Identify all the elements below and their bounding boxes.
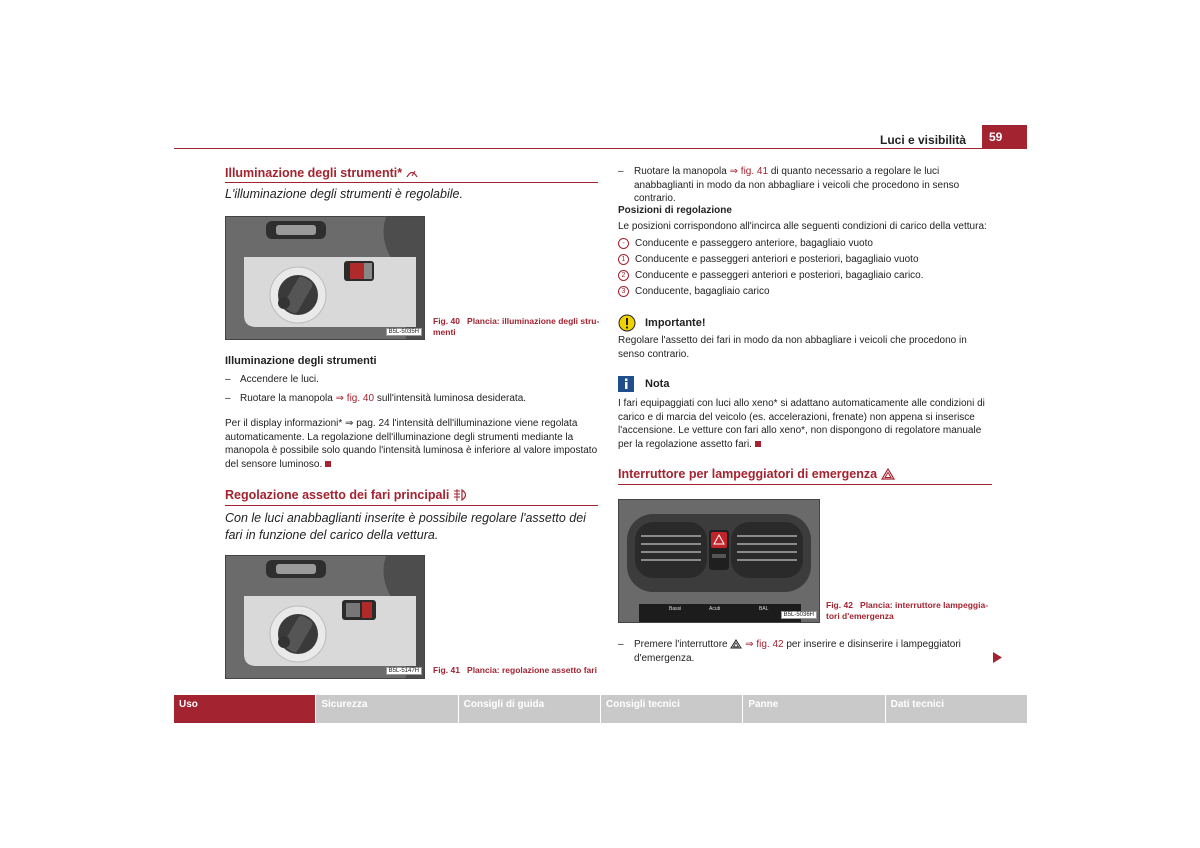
list-item: – Accendere le luci. — [225, 374, 319, 385]
end-mark-icon — [325, 461, 331, 467]
tab-consigli-di-guida[interactable]: Consigli di guida — [459, 695, 600, 723]
hazard-triangle-icon — [730, 639, 742, 649]
list-item: – Ruotare la manopola ⇒ fig. 40 sull'intensità luminosa desiderata. — [225, 393, 527, 404]
figure-40-caption — [433, 316, 601, 338]
next-page-arrow-icon[interactable] — [993, 652, 1002, 663]
warning-icon — [618, 314, 636, 332]
position-item: - Conducente e passeggero anteriore, bagagliaio vuoto — [618, 237, 993, 253]
footer-nav — [174, 695, 1027, 723]
end-mark-icon — [755, 441, 761, 447]
caption-text: Plancia: interruttore lampeggia- tori d'emergenza — [826, 600, 989, 621]
fig42-link[interactable]: fig. 42 — [756, 639, 784, 650]
section-instrument-lighting — [225, 166, 598, 180]
caption-text: Plancia: illuminazione degli stru- menti — [433, 316, 600, 337]
caption-text: Plancia: regolazione assetto fari — [467, 665, 597, 675]
positions-intro: Le posizioni corrispondono all'incirca alle seguenti condizioni di carico della vettura: — [618, 221, 987, 232]
tab-sicurezza[interactable]: Sicurezza — [316, 695, 457, 723]
screen-text: Acuti — [709, 606, 721, 612]
figure-tag: B5L-5035H — [386, 328, 422, 336]
figure-40 — [225, 216, 425, 340]
section-lead: Con le luci anabbaglianti inserite è possibile regolare l'assetto dei fari in funzione del carico della vettura. — [225, 511, 586, 542]
positions-list — [618, 237, 993, 301]
headlamp-range-icon — [452, 488, 470, 502]
figure-42 — [618, 499, 820, 623]
section-rule — [225, 505, 598, 506]
position-item: 1 Conducente e passeggeri anteriori e posteriori, bagagliaio vuoto — [618, 253, 993, 269]
tab-dati-tecnici[interactable]: Dati tecnici — [886, 695, 1027, 723]
instrument-light-icon — [405, 167, 419, 179]
positions-title: Posizioni di regolazione — [618, 205, 732, 216]
info-icon — [618, 376, 634, 392]
tab-consigli-tecnici[interactable]: Consigli tecnici — [601, 695, 742, 723]
note-text: I fari equipaggiati con luci allo xeno* si adattano automaticamente alle condizioni di carico e di marcia del veicolo (es. accelerazioni, frenate) non appena si inserisce l'accensione. Le vetture con fari allo xeno*, non dispongono di regolatore manuale per la regolazione assetto fari. — [618, 398, 985, 450]
screen-text: BAL — [759, 606, 769, 612]
figure-tag: B5L-5036H — [781, 611, 817, 619]
note-heading: Nota — [618, 376, 669, 392]
caption-number: Fig. 40 — [433, 316, 460, 326]
paragraph: Per il display informazioni* ⇒ pag. 24 l'intensità dell'illuminazione viene regolata automaticamente. La regolazione dell'illuminazione degli strumenti mediante la manopola è possibile solo quando l'intensità luminosa è inferiore al valore impostato del sensore luminoso. — [225, 418, 598, 470]
section-hazard — [618, 467, 992, 481]
dashboard-vents-image — [619, 500, 819, 622]
position-item: 2 Conducente e passeggeri anteriori e posteriori, bagagliaio carico. — [618, 269, 993, 285]
figure-42-caption — [826, 600, 996, 622]
caption-number: Fig. 42 — [826, 600, 853, 610]
section-title: Interruttore per lampeggiatori di emergenza — [618, 467, 878, 481]
subheading: Illuminazione degli strumenti — [225, 355, 377, 367]
list-item: – Ruotare la manopola ⇒ fig. 41 di quanto necessario a regolare le luci anabbaglianti in modo da non abbagliare i veicoli che procedono in senso contrario. — [618, 166, 960, 204]
tab-panne[interactable]: Panne — [743, 695, 884, 723]
figure-tag: B5L-5147H — [386, 667, 422, 675]
position-item: 3 Conducente, bagagliaio carico — [618, 285, 993, 301]
fig41-link[interactable]: fig. 41 — [740, 166, 769, 177]
chapter-title: Luci e visibilità — [880, 133, 967, 147]
important-heading: Importante! — [618, 314, 706, 332]
header-rule — [174, 148, 982, 149]
tab-uso[interactable]: Uso — [174, 695, 315, 723]
figure-41-caption — [433, 665, 601, 676]
section-title: Regolazione assetto dei fari principali — [225, 488, 450, 502]
section-title: Illuminazione degli strumenti* — [225, 166, 403, 180]
important-text: Regolare l'assetto dei fari in modo da non abbagliare i veicoli che procedono in senso contrario. — [618, 335, 967, 360]
list-item: – Premere l'interruttore ⇒ fig. 42 per inserire e disinserire i lampeggiatori d'emergenza. — [618, 639, 961, 664]
page-number: 59 — [982, 125, 1027, 149]
caption-number: Fig. 41 — [433, 665, 460, 675]
section-headlamp-adjust — [225, 488, 598, 502]
section-lead: L'illuminazione degli strumenti è regolabile. — [225, 187, 463, 201]
dashboard-headlamp-dial-image — [226, 556, 424, 678]
section-rule — [618, 484, 992, 485]
dashboard-dial-image — [226, 217, 424, 339]
screen-text: Bassi — [669, 606, 682, 612]
hazard-triangle-icon — [881, 468, 895, 480]
fig40-link[interactable]: fig. 40 — [346, 393, 375, 404]
section-rule — [225, 182, 598, 183]
figure-41 — [225, 555, 425, 679]
